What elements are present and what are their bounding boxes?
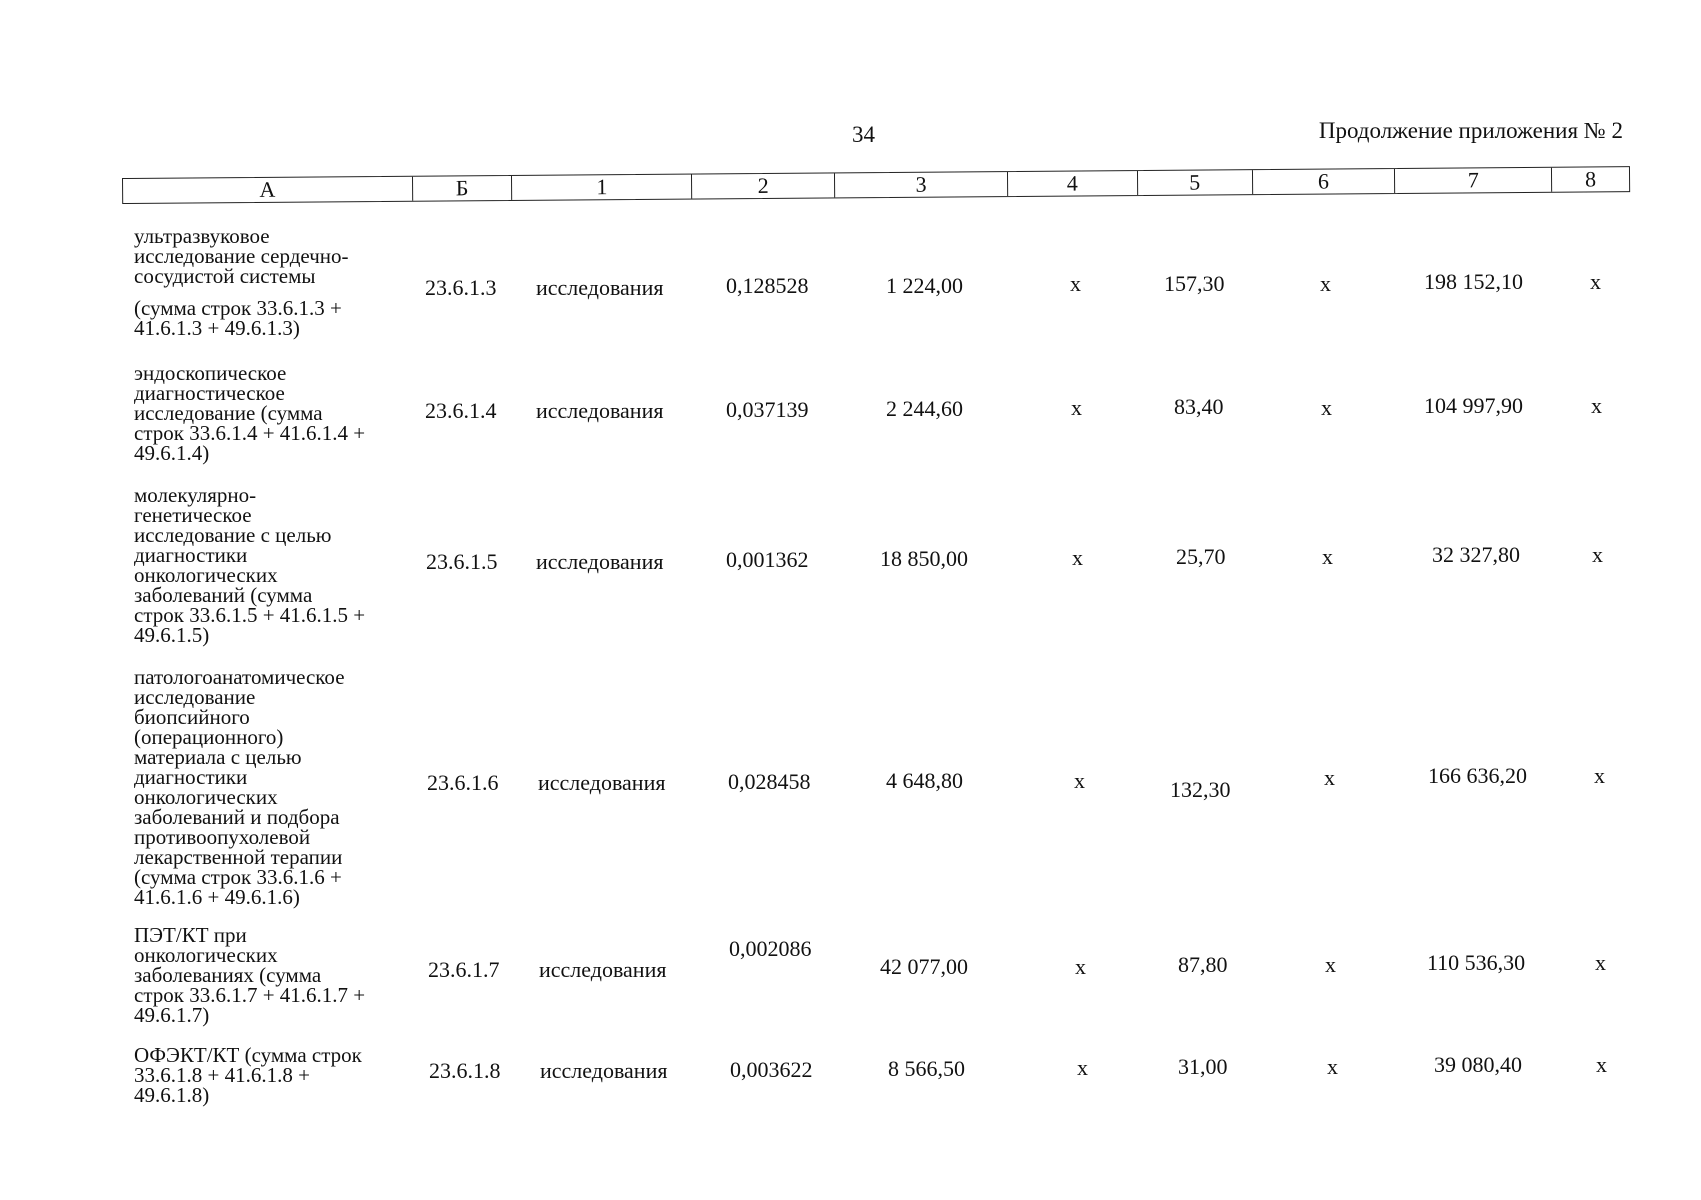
row-name: эндоскопическое диагностическое исследование (сумма строк 33.6.1.4 + 41.6.1.4 + 49.6.1.4) <box>134 361 366 465</box>
column-header-3: 3 <box>835 172 1008 197</box>
row-col-2: 0,028458 <box>728 769 811 794</box>
column-header-1: 1 <box>512 175 692 200</box>
table-header-row <box>122 166 1630 204</box>
column-header-7: 7 <box>1395 168 1552 193</box>
row-col-3: 42 077,00 <box>880 954 968 979</box>
row-col-4: x <box>1072 545 1083 570</box>
column-header-6: 6 <box>1252 169 1395 194</box>
row-col-7: 32 327,80 <box>1432 542 1520 567</box>
row-col-5: 87,80 <box>1178 952 1228 977</box>
row-col-7: 166 636,20 <box>1428 763 1527 788</box>
row-col-5: 25,70 <box>1176 544 1226 569</box>
row-col-5: 157,30 <box>1164 271 1225 296</box>
row-col-7: 39 080,40 <box>1434 1052 1522 1077</box>
row-col-8: x <box>1596 1052 1607 1077</box>
row-col-7: 198 152,10 <box>1424 269 1523 294</box>
appendix-continuation-label: Продолжение приложения № 2 <box>1318 118 1623 143</box>
row-col-8: x <box>1594 763 1605 788</box>
row-name: ультразвуковое исследование сердечно- сосудистой системы <box>134 224 349 288</box>
row-unit: исследования <box>536 275 664 300</box>
row-unit: исследования <box>539 957 667 982</box>
column-header-4: 4 <box>1008 171 1138 196</box>
table-row <box>134 226 1634 346</box>
row-unit: исследования <box>538 770 666 795</box>
row-col-8: x <box>1591 393 1602 418</box>
row-col-8: x <box>1592 542 1603 567</box>
row-code: 23.6.1.7 <box>428 957 500 982</box>
row-name-note: (сумма строк 33.6.1.3 + 41.6.1.3 + 49.6.1.3) <box>134 296 342 340</box>
row-code: 23.6.1.3 <box>425 275 497 300</box>
row-col-3: 8 566,50 <box>888 1056 965 1081</box>
row-col-6: x <box>1320 271 1331 296</box>
column-header-5: 5 <box>1138 170 1253 195</box>
page-number: 34 <box>852 122 875 147</box>
table-row <box>134 925 1634 1030</box>
row-col-2: 0,003622 <box>730 1057 813 1082</box>
column-header-b: Б <box>413 176 513 201</box>
table-row <box>134 667 1634 907</box>
row-col-3: 2 244,60 <box>886 396 963 421</box>
row-col-4: x <box>1077 1055 1088 1080</box>
row-col-3: 1 224,00 <box>886 273 963 298</box>
row-code: 23.6.1.5 <box>426 549 498 574</box>
row-col-5: 31,00 <box>1178 1054 1228 1079</box>
row-col-4: x <box>1075 954 1086 979</box>
column-header-8: 8 <box>1585 166 1597 192</box>
row-col-5: 83,40 <box>1174 394 1224 419</box>
row-name: ПЭТ/КТ при онкологических заболеваниях (сумма строк 33.6.1.7 + 41.6.1.7 + 49.6.1.7) <box>134 923 366 1027</box>
row-col-4: x <box>1071 395 1082 420</box>
row-col-3: 4 648,80 <box>886 768 963 793</box>
row-col-2: 0,037139 <box>726 397 809 422</box>
row-col-8: x <box>1590 269 1601 294</box>
row-col-2: 0,001362 <box>726 547 809 572</box>
column-header-2: 2 <box>692 173 835 198</box>
row-unit: исследования <box>536 398 664 423</box>
row-col-6: x <box>1321 395 1332 420</box>
table-row <box>134 1045 1634 1115</box>
row-col-4: x <box>1074 768 1085 793</box>
row-code: 23.6.1.4 <box>425 398 497 423</box>
row-col-5: 132,30 <box>1170 777 1231 802</box>
row-name: патологоанатомическое исследование биопсийного (операционного) материала с целью диагностики онкологических заболеваний и подбора противоопухолевой лекарственной терапии (сумма строк 33.6.1.6 + 41.6.1.6 + 49.6.1.6) <box>134 665 345 909</box>
row-col-7: 110 536,30 <box>1427 950 1526 975</box>
table-row <box>134 363 1634 468</box>
row-col-3: 18 850,00 <box>880 546 968 571</box>
row-col-2: 0,128528 <box>726 273 809 298</box>
row-name: ОФЭКТ/КТ (сумма строк 33.6.1.8 + 41.6.1.8 + 49.6.1.8) <box>134 1043 362 1107</box>
row-col-4: x <box>1070 271 1081 296</box>
row-code: 23.6.1.8 <box>429 1058 501 1083</box>
row-unit: исследования <box>540 1058 668 1083</box>
row-col-6: x <box>1324 765 1335 790</box>
table-row <box>134 485 1634 650</box>
row-code: 23.6.1.6 <box>427 770 499 795</box>
row-col-2: 0,002086 <box>729 936 812 961</box>
row-col-6: x <box>1322 544 1333 569</box>
row-col-6: x <box>1325 952 1336 977</box>
row-name: молекулярно- генетическое исследование с целью диагностики онкологических заболеваний (сумма строк 33.6.1.5 + 41.6.1.5 + 49.6.1.5) <box>134 483 366 647</box>
row-col-7: 104 997,90 <box>1424 393 1523 418</box>
row-col-6: x <box>1327 1054 1338 1079</box>
column-header-a: А <box>123 177 413 203</box>
row-col-8: x <box>1595 950 1606 975</box>
row-unit: исследования <box>536 549 664 574</box>
